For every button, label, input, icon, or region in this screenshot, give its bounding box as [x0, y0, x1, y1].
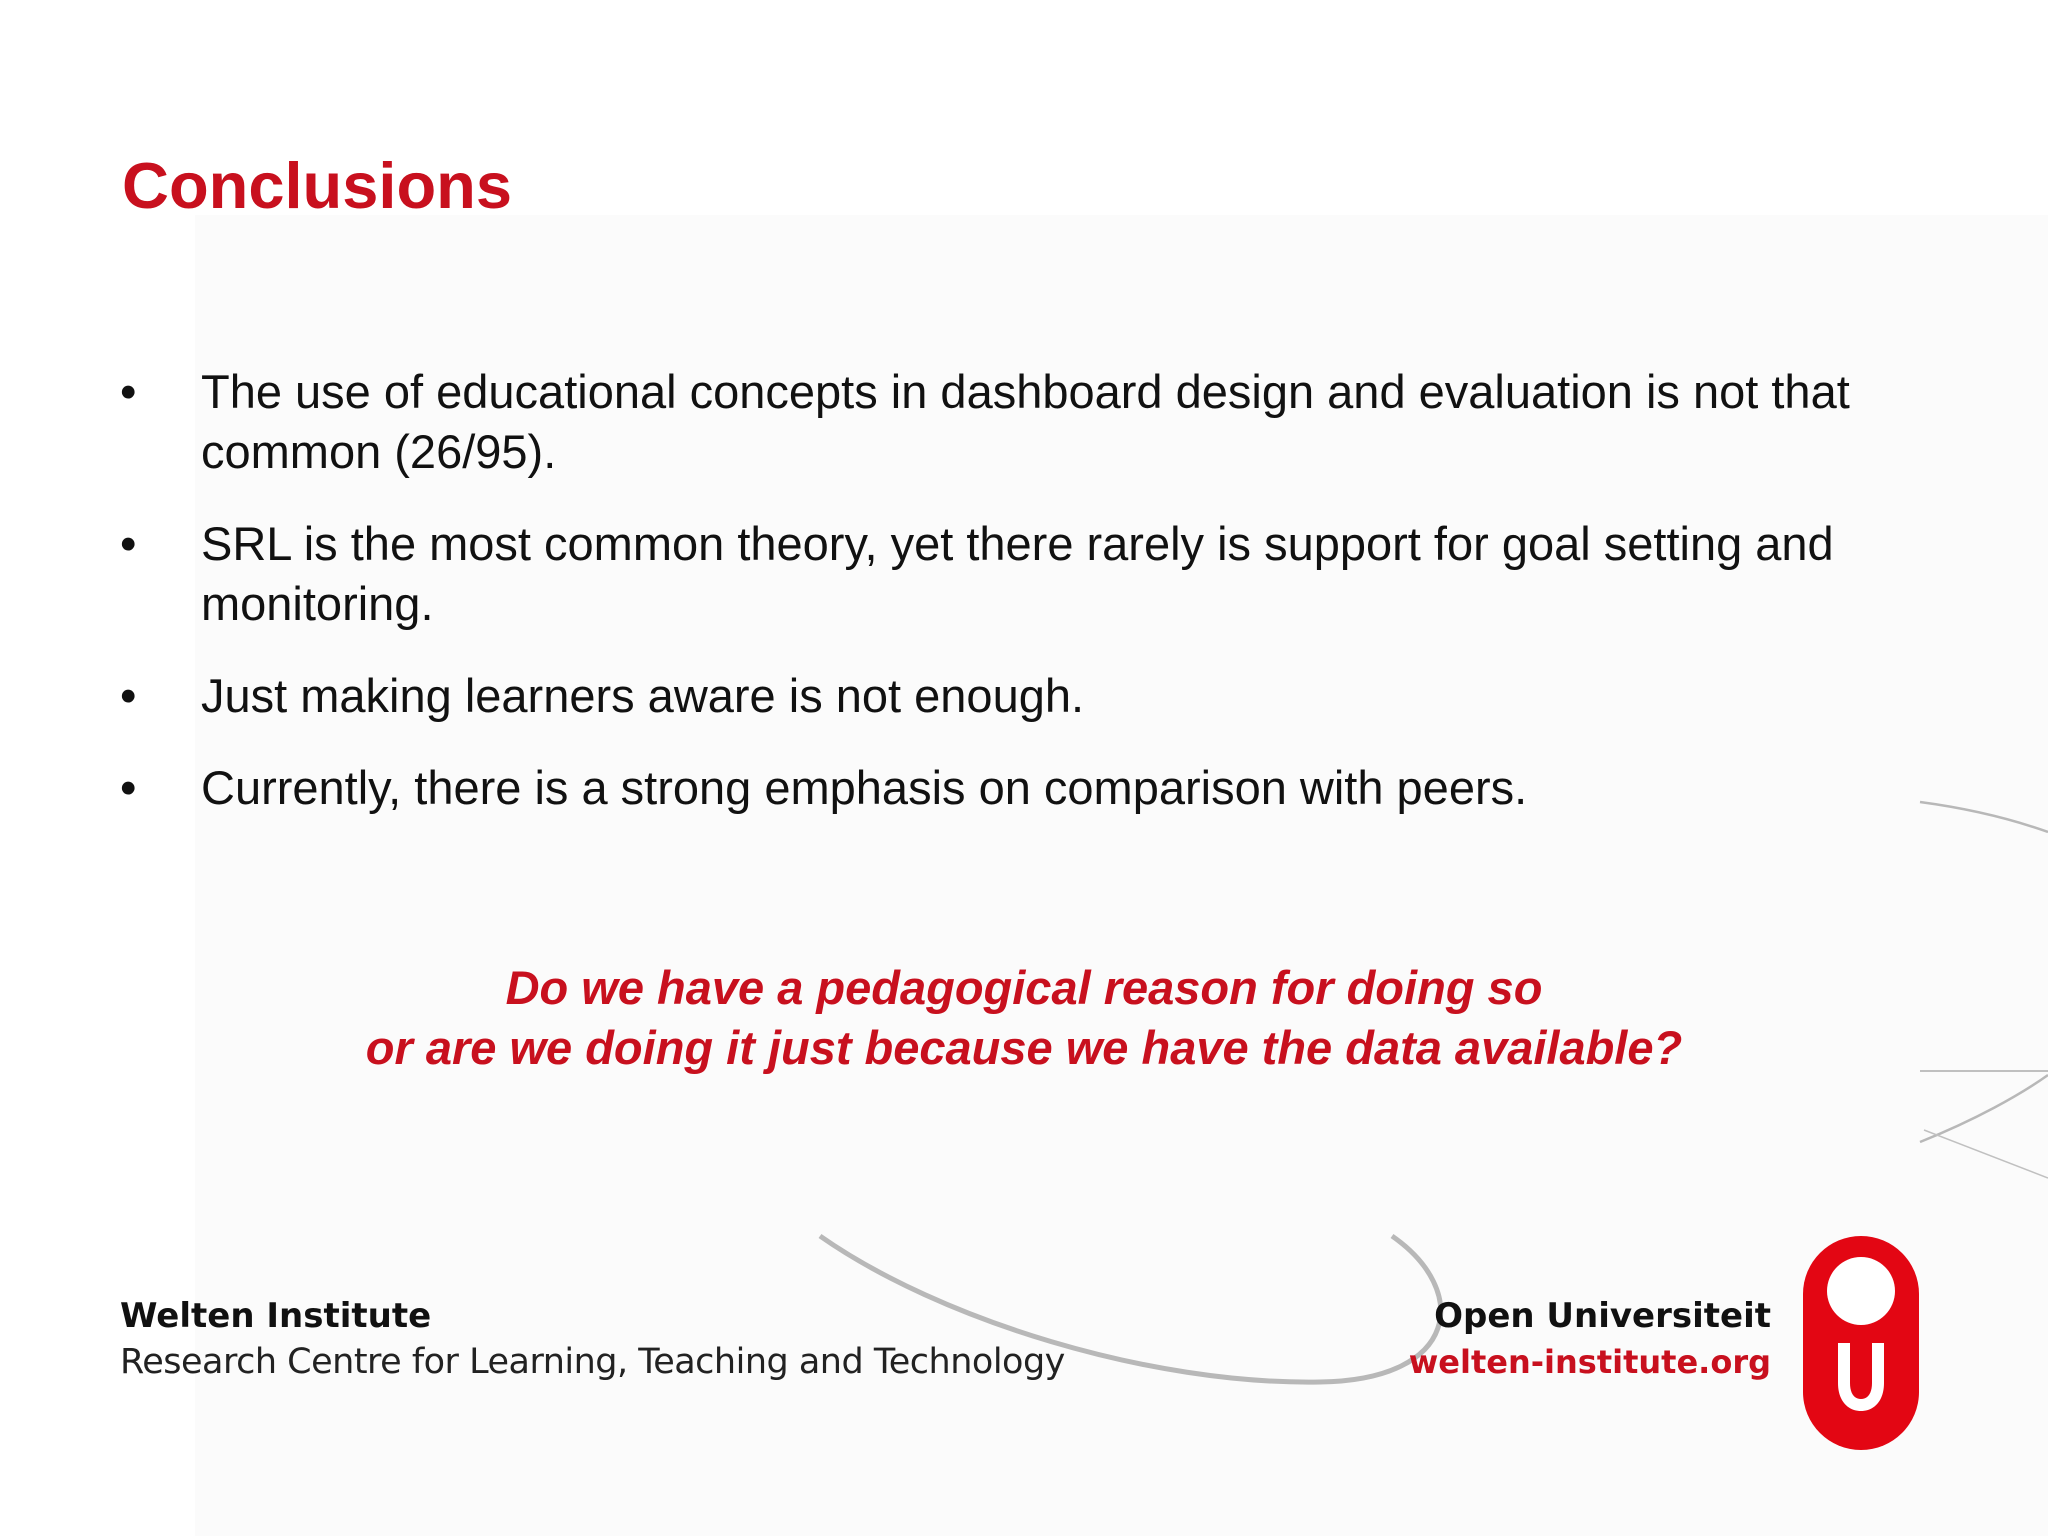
university-name: Open Universiteit — [1434, 1296, 1771, 1336]
bullet-marker: • — [120, 669, 137, 722]
question-line-1: Do we have a pedagogical reason for doing so — [505, 961, 1543, 1014]
conclusion-list — [120, 362, 1940, 850]
open-universiteit-logo-icon — [1800, 1233, 1922, 1453]
slide-title: Conclusions — [122, 149, 513, 222]
institute-footer — [120, 1295, 1065, 1385]
list-item — [120, 666, 1940, 726]
list-item — [120, 514, 1940, 634]
bullet-text: SRL is the most common theory, yet there rarely is support for goal setting and monitoring. — [201, 517, 1834, 630]
list-item — [120, 758, 1940, 818]
bullet-marker: • — [120, 365, 137, 418]
institute-name: Welten Institute — [120, 1296, 432, 1336]
university-footer — [1409, 1295, 1771, 1385]
institute-subtitle: Research Centre for Learning, Teaching and Technology — [120, 1342, 1065, 1382]
website-link[interactable]: welten-institute.org — [1408, 1343, 1771, 1381]
list-item — [120, 362, 1940, 482]
bullet-text: Currently, there is a strong emphasis on comparison with peers. — [201, 761, 1528, 814]
bullet-text: Just making learners aware is not enough. — [201, 669, 1085, 722]
bullet-marker: • — [120, 517, 137, 570]
bullet-text: The use of educational concepts in dashboard design and evaluation is not that common (26/95). — [201, 365, 1850, 478]
bullet-marker: • — [120, 761, 137, 814]
closing-question — [0, 958, 2048, 1078]
question-line-2: or are we doing it just because we have the data available? — [365, 1021, 1683, 1074]
